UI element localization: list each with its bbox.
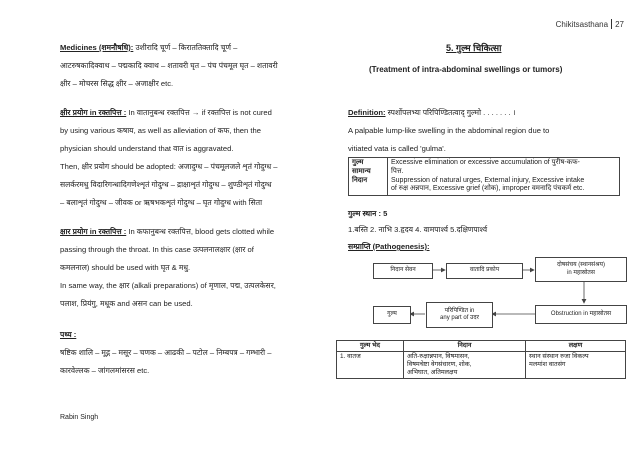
kshira-line6: – बलाशृतं गोदुग्ध – जीवक or ऋषभकशृतं गोदुग्ध – घृत गोदुग्ध with सिता — [60, 198, 263, 207]
kshara-line5: पलाश, प्रियंगु, मधूक and असन can be used. — [60, 299, 193, 308]
pathya-label: पथ्य : — [60, 330, 77, 339]
table-cell: 1. वातज — [337, 352, 404, 379]
cell-line: विषमचेष्टा वेगसंधारण, शोक, — [407, 361, 472, 368]
cell-line: अति-रुक्षान्नपान, विषमासन, — [407, 353, 470, 360]
kshara-line2: passing through the throat. In this case उत्पलनालक्षार (क्षार of — [60, 245, 254, 254]
dosha-line1: दोषसंचय (स्थानसंश्रय) — [557, 262, 605, 269]
section-title: 5. गुल्म चिकित्सा — [446, 43, 502, 53]
box-vata-prakopa: वातादि प्रकोप — [446, 263, 523, 279]
definition-label: Definition: — [348, 108, 386, 117]
kshira-line4: Then, क्षीर प्रयोग should be adopted: अजादुग्ध – पंचमूलजले शृतं गोदुग्ध – — [60, 162, 278, 171]
pathya-line1: षष्टिक शालि – मूद्ग – मसूर – चणक – आढकी – पटोल – निम्बपत्र – गम्भारी – — [60, 348, 272, 357]
samprapti-label: सम्प्राप्ति (Pathogenesis): — [348, 242, 430, 251]
medicines-line3: क्षीर – मोचरस सिद्ध क्षीर – अजाक्षीर etc. — [60, 79, 174, 88]
definition-line2: A palpable lump-like swelling in the abdominal region due to — [348, 126, 550, 135]
medicines-line2: आटरुषकादिक्वाथ – पद्मकादि क्वाथ – शतावरी घृत – पंच पंचमूल घृत – शतावरी — [60, 61, 278, 70]
dosha-line2: in महास्रोतस — [567, 269, 595, 276]
cell-line: अभिघात, अतिमलक्षय — [407, 369, 458, 376]
definition-shloka: स्पर्शोपलभ्यः परिपिण्डितत्वाद् गुल्मो . . . . . . . । — [387, 108, 516, 117]
sthana-label: गुल्म स्थान : 5 — [348, 209, 388, 218]
box-gulma: गुल्म — [373, 306, 411, 324]
box-paripindita — [426, 302, 493, 328]
gulma-bheda-table — [336, 340, 626, 379]
paripindita-line2: any part of उदर — [440, 315, 479, 321]
table-row — [337, 352, 626, 379]
definition-line3: vitiated vata is called 'gulma'. — [348, 144, 446, 153]
kshira-label: क्षीर प्रयोग in रक्तपित्त : — [60, 108, 127, 117]
heading-line: सामान्य — [352, 167, 371, 175]
kshara-line4: In same way, the क्षार (alkali preparations) of मृणाल, पद्म, उत्पलकेसर, — [60, 281, 276, 290]
col-header: लक्षण — [526, 341, 626, 352]
kshira-line2: by using various कषाय, as well as alleviation of कफ, then the — [60, 126, 261, 135]
col-header: निदान — [404, 341, 526, 352]
box-dosha-sanchaya — [535, 257, 627, 282]
cell-line: स्थान संस्थान रुजा विकल्प — [529, 353, 589, 360]
pathya-line2: कारवेल्लक – जांगलमांसरस etc. — [60, 366, 150, 375]
paripindita-line1: परिपिण्डित in — [444, 307, 475, 314]
cell-line: मलमांश वातसंग — [529, 361, 566, 368]
table-cell — [526, 352, 626, 379]
heading-line: निदान — [352, 176, 368, 184]
medicines-label: Medicines (शमनौषधि): — [60, 43, 134, 52]
page-number: 27 — [615, 19, 624, 29]
box-obstruction: Obstruction in महास्रोतस — [535, 305, 627, 324]
kshara-text1: In कफानुबन्ध रक्तपित्त, blood gets clotted while — [128, 227, 275, 236]
heading-line: गुल्म — [352, 159, 364, 166]
footer-author: Rabin Singh — [60, 414, 99, 421]
nidana-line: Suppression of natural urges, External injury, Excessive intake — [391, 176, 585, 184]
nidana-line: of रुक्ष अन्नपान, Excessive grief (शोक), improper वमनादि पंचकर्म etc. — [391, 185, 585, 193]
kshira-text1: In वातानुबन्ध रक्तपित्त → if रक्तपित्त is not cured — [128, 108, 272, 117]
sthana-list: 1.बस्ति 2. नाभि 3.हृदय 4. वामपार्श्व 5.दक्षिणपार्श्व — [348, 225, 488, 234]
kshira-line3: physician should understand that वात is aggravated. — [60, 144, 234, 153]
nidana-line: पित्त. — [391, 167, 404, 175]
kshara-line3: कमलनाल) should be used with घृत & मधु. — [60, 263, 191, 272]
col-header: गुल्म भेद — [337, 341, 404, 352]
table-header-row — [337, 341, 626, 352]
table-cell — [404, 352, 526, 379]
medicines-text1: उशीरादि चूर्ण – किराततिक्तादि चूर्ण – — [135, 43, 238, 52]
nidana-line: Excessive elimination or excessive accumulation of पुरीष-कफ- — [391, 159, 580, 166]
box-nidana-sevana: निदान सेवन — [373, 263, 433, 279]
section-subtitle: (Treatment of intra-abdominal swellings or tumors) — [369, 65, 563, 74]
section-name: Chikitsasthana — [555, 19, 609, 29]
kshira-line5: सलर्करमधु विदारिगन्धादिगणेश्शृतं गोदुग्ध – द्राक्षाशृतं गोदुग्ध – शुण्ठीशृतं गोदुग्ध — [60, 180, 272, 189]
kshara-label: क्षार प्रयोग in रक्तपित्त : — [60, 227, 127, 236]
